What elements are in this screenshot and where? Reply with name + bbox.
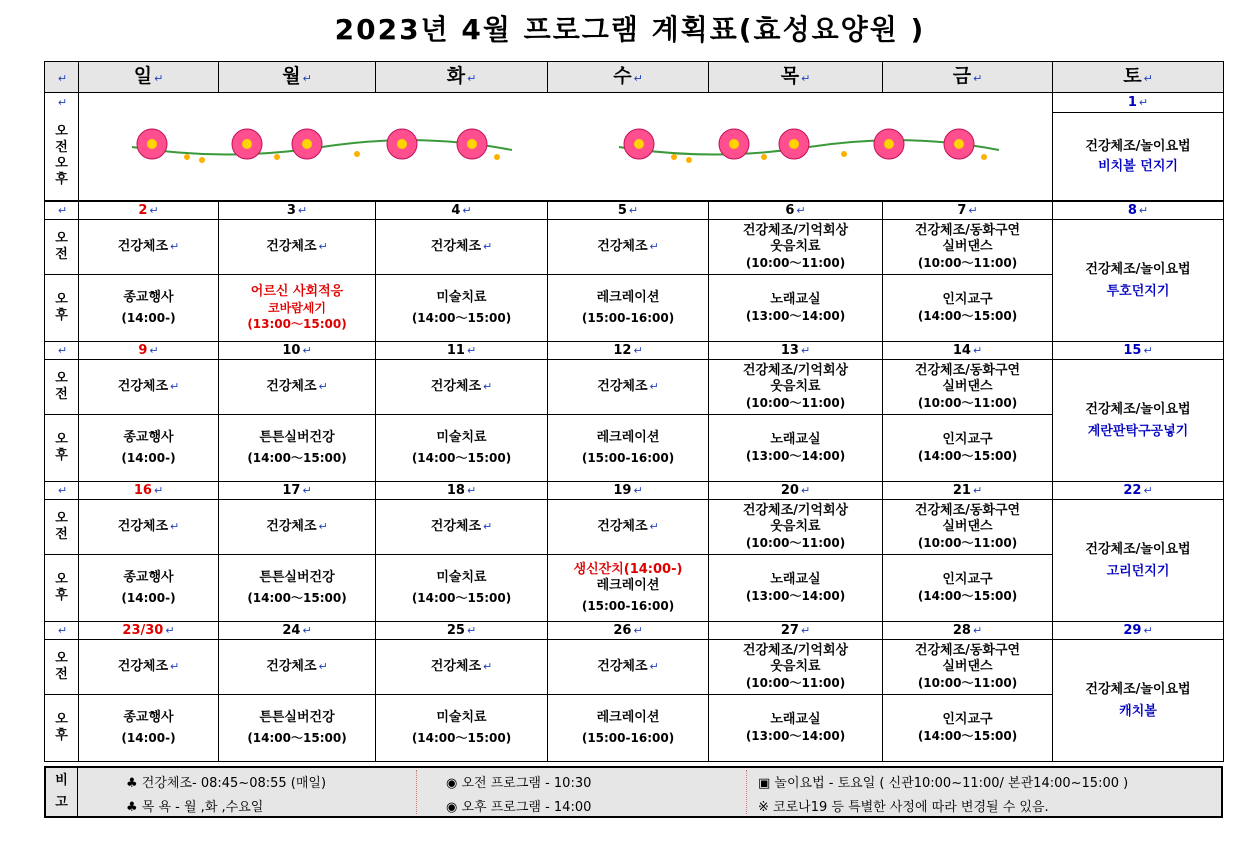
side-label-am: 오 전 — [45, 360, 79, 415]
day-header-thu: 목 ↵ — [709, 62, 883, 93]
am-program-thu: 건강체조/기억회상 웃음치료 (10:00～11:00) — [709, 360, 883, 415]
pm-program: 튼튼실버건강 (14:00～15:00) — [219, 415, 376, 482]
date-cell: 21 ↵ — [883, 482, 1053, 500]
date-cell: 13 ↵ — [709, 342, 883, 360]
pm-program-thu: 노래교실 (13:00～14:00) — [709, 275, 883, 342]
date-cell: 3 ↵ — [219, 202, 376, 220]
side-label-pm: 오 후 — [45, 415, 79, 482]
flower-garland-right — [614, 122, 1004, 172]
pm-program: 종교행사 (14:00-) — [79, 415, 219, 482]
week4-pm-row — [45, 695, 1224, 762]
am-program: 건강체조 ↵ — [548, 360, 709, 415]
pm-program-thu: 노래교실 (13:00～14:00) — [709, 695, 883, 762]
week1-pm-row — [45, 275, 1224, 342]
am-program: 건강체조 ↵ — [219, 220, 376, 275]
day-header-wed: 수 ↵ — [548, 62, 709, 93]
am-program: 건강체조 ↵ — [376, 360, 548, 415]
sat-program: 건강체조/놀이요법 계란판탁구공넣기 — [1053, 360, 1224, 482]
week3-am-row — [45, 500, 1224, 555]
sat-program: 건강체조/놀이요법 고리던지기 — [1053, 500, 1224, 622]
pm-program-fri: 인지교구 (14:00～15:00) — [883, 555, 1053, 622]
side-label-pm: 오 후 — [45, 695, 79, 762]
pm-program: 종교행사 (14:00-) — [79, 555, 219, 622]
am-program: 건강체조 ↵ — [548, 500, 709, 555]
side-label-ampm: 오 전 오 후 — [45, 113, 79, 201]
pm-program: 미술치료 (14:00～15:00) — [376, 275, 548, 342]
sat-program: 건강체조/놀이요법 캐치볼 — [1053, 640, 1224, 762]
date-cell: 15 ↵ — [1053, 342, 1224, 360]
date-cell: 6 ↵ — [709, 202, 883, 220]
pm-program-thu: 노래교실 (13:00～14:00) — [709, 555, 883, 622]
date-cell: 10 ↵ — [219, 342, 376, 360]
am-program-fri: 건강체조/동화구연 실버댄스 (10:00～11:00) — [883, 220, 1053, 275]
side-label-am: 오 전 — [45, 500, 79, 555]
day-header-sat: 토 ↵ — [1053, 62, 1224, 93]
sat-program: 건강체조/놀이요법 투호던지기 — [1053, 220, 1224, 342]
am-program-fri: 건강체조/동화구연 실버댄스 (10:00～11:00) — [883, 360, 1053, 415]
week3-pm-row — [45, 555, 1224, 622]
date-cell: 8 ↵ — [1053, 202, 1224, 220]
am-program: 건강체조 ↵ — [376, 500, 548, 555]
date-cell: 16 ↵ — [79, 482, 219, 500]
day-header-tue: 화 ↵ — [376, 62, 548, 93]
flower-decoration — [79, 93, 1053, 201]
week2-date-row: ↵ 9 ↵ 10 ↵ 11 ↵ 12 ↵ 13 ↵ 14 ↵ 15 ↵ — [45, 342, 1224, 360]
pm-program: 종교행사 (14:00-) — [79, 695, 219, 762]
remarks-divider-2 — [746, 770, 747, 814]
am-program: 건강체조 ↵ — [79, 640, 219, 695]
week1-date-row: ↵ 2 ↵ 3 ↵ 4 ↵ 5 ↵ 6 ↵ 7 ↵ 8 ↵ — [45, 202, 1224, 220]
sat-program-1: 건강체조/놀이요법 비치볼 던지기 — [1053, 113, 1224, 201]
am-program: 건강체조 ↵ — [376, 220, 548, 275]
remarks-col-1: ♣ 건강체조- 08:45~08:55 (매일) ♣ 목 욕 - 월 ,화 ,수요일 — [126, 776, 327, 815]
am-program-thu: 건강체조/기억회상 웃음치료 (10:00～11:00) — [709, 220, 883, 275]
am-program: 건강체조 ↵ — [376, 640, 548, 695]
remarks-col-3: ▣ 놀이요법 - 토요일 ( 신관10:00~11:00/ 본관14:00~15:00 ) ※ 코로나19 등 특별한 사정에 따라 변경될 수 있음. — [758, 776, 1129, 815]
side-label-pm: 오 후 — [45, 555, 79, 622]
side-label-pm: 오 후 — [45, 275, 79, 342]
side-label-am: 오 전 — [45, 640, 79, 695]
date-cell: 12 ↵ — [548, 342, 709, 360]
pm-program-fri: 인지교구 (14:00～15:00) — [883, 695, 1053, 762]
weeks-table — [44, 201, 1224, 762]
pm-program: 어르신 사회적응 코바람세기 (13:00～15:00) — [219, 275, 376, 342]
date-cell: 25 ↵ — [376, 622, 548, 640]
week2-pm-row — [45, 415, 1224, 482]
day-header-fri: 금 ↵ — [883, 62, 1053, 93]
week2-am-row — [45, 360, 1224, 415]
am-program-thu: 건강체조/기억회상 웃음치료 (10:00～11:00) — [709, 640, 883, 695]
date-sat-1: 1 ↵ — [1053, 93, 1224, 113]
week3-date-row: ↵ 16 ↵ 17 ↵ 18 ↵ 19 ↵ 20 ↵ 21 ↵ 22 ↵ — [45, 482, 1224, 500]
am-program: 건강체조 ↵ — [219, 360, 376, 415]
week4-date-row: ↵ 23/30 ↵ 24 ↵ 25 ↵ 26 ↵ 27 ↵ 28 ↵ 29 ↵ — [45, 622, 1224, 640]
date-cell: 17 ↵ — [219, 482, 376, 500]
date-cell: 11 ↵ — [376, 342, 548, 360]
pm-program: 튼튼실버건강 (14:00～15:00) — [219, 555, 376, 622]
date-cell: 2 ↵ — [79, 202, 219, 220]
date-cell: 29 ↵ — [1053, 622, 1224, 640]
pm-program: 미술치료 (14:00～15:00) — [376, 555, 548, 622]
date-cell: 22 ↵ — [1053, 482, 1224, 500]
week0-date-row: ↵ 1 ↵ — [45, 93, 1224, 113]
flower-garland-left — [127, 122, 517, 172]
pm-program: 생신잔치(14:00-) 레크레이션 (15:00-16:00) — [548, 555, 709, 622]
date-cell: 27 ↵ — [709, 622, 883, 640]
pm-program: 튼튼실버건강 (14:00～15:00) — [219, 695, 376, 762]
am-program: 건강체조 ↵ — [219, 500, 376, 555]
pm-program-fri: 인지교구 (14:00～15:00) — [883, 275, 1053, 342]
date-cell: 19 ↵ — [548, 482, 709, 500]
pm-program-fri: 인지교구 (14:00～15:00) — [883, 415, 1053, 482]
pm-program: 미술치료 (14:00～15:00) — [376, 695, 548, 762]
date-cell: 24 ↵ — [219, 622, 376, 640]
remarks-col-2: ◉ 오전 프로그램 - 10:30 ◉ 오후 프로그램 - 14:00 — [446, 776, 592, 815]
am-program: 건강체조 ↵ — [79, 220, 219, 275]
remarks-divider-1 — [416, 770, 417, 814]
day-header-mon: 월 ↵ — [219, 62, 376, 93]
am-program: 건강체조 ↵ — [548, 220, 709, 275]
page-title: 2023년 4월 프로그램 계획표(효성요양원 ) — [334, 13, 926, 46]
am-program: 건강체조 ↵ — [79, 500, 219, 555]
am-program-fri: 건강체조/동화구연 실버댄스 (10:00～11:00) — [883, 500, 1053, 555]
date-cell: 4 ↵ — [376, 202, 548, 220]
date-cell: 28 ↵ — [883, 622, 1053, 640]
pm-program: 레크레이션 (15:00-16:00) — [548, 695, 709, 762]
date-cell: 23/30 ↵ — [79, 622, 219, 640]
date-cell: 9 ↵ — [79, 342, 219, 360]
remarks-box — [44, 766, 1223, 818]
am-program-thu: 건강체조/기억회상 웃음치료 (10:00～11:00) — [709, 500, 883, 555]
calendar-table — [44, 61, 1224, 201]
date-cell: 5 ↵ — [548, 202, 709, 220]
am-program: 건강체조 ↵ — [548, 640, 709, 695]
date-cell: 20 ↵ — [709, 482, 883, 500]
date-cell: 26 ↵ — [548, 622, 709, 640]
remarks-label: 비 고 — [46, 768, 78, 816]
date-cell: 7 ↵ — [883, 202, 1053, 220]
pm-program-thu: 노래교실 (13:00～14:00) — [709, 415, 883, 482]
side-label-am: 오 전 — [45, 220, 79, 275]
pm-program: 미술치료 (14:00～15:00) — [376, 415, 548, 482]
week4-am-row — [45, 640, 1224, 695]
pm-program: 레크레이션 (15:00-16:00) — [548, 415, 709, 482]
day-header-sun: 일 ↵ — [79, 62, 219, 93]
weekday-header-row — [45, 62, 1224, 93]
pm-program: 종교행사 (14:00-) — [79, 275, 219, 342]
date-cell: 18 ↵ — [376, 482, 548, 500]
date-cell: 14 ↵ — [883, 342, 1053, 360]
am-program: 건강체조 ↵ — [79, 360, 219, 415]
pm-program: 레크레이션 (15:00-16:00) — [548, 275, 709, 342]
am-program: 건강체조 ↵ — [219, 640, 376, 695]
week1-am-row — [45, 220, 1224, 275]
corner-cell: ↵ — [45, 62, 79, 93]
am-program-fri: 건강체조/동화구연 실버댄스 (10:00～11:00) — [883, 640, 1053, 695]
